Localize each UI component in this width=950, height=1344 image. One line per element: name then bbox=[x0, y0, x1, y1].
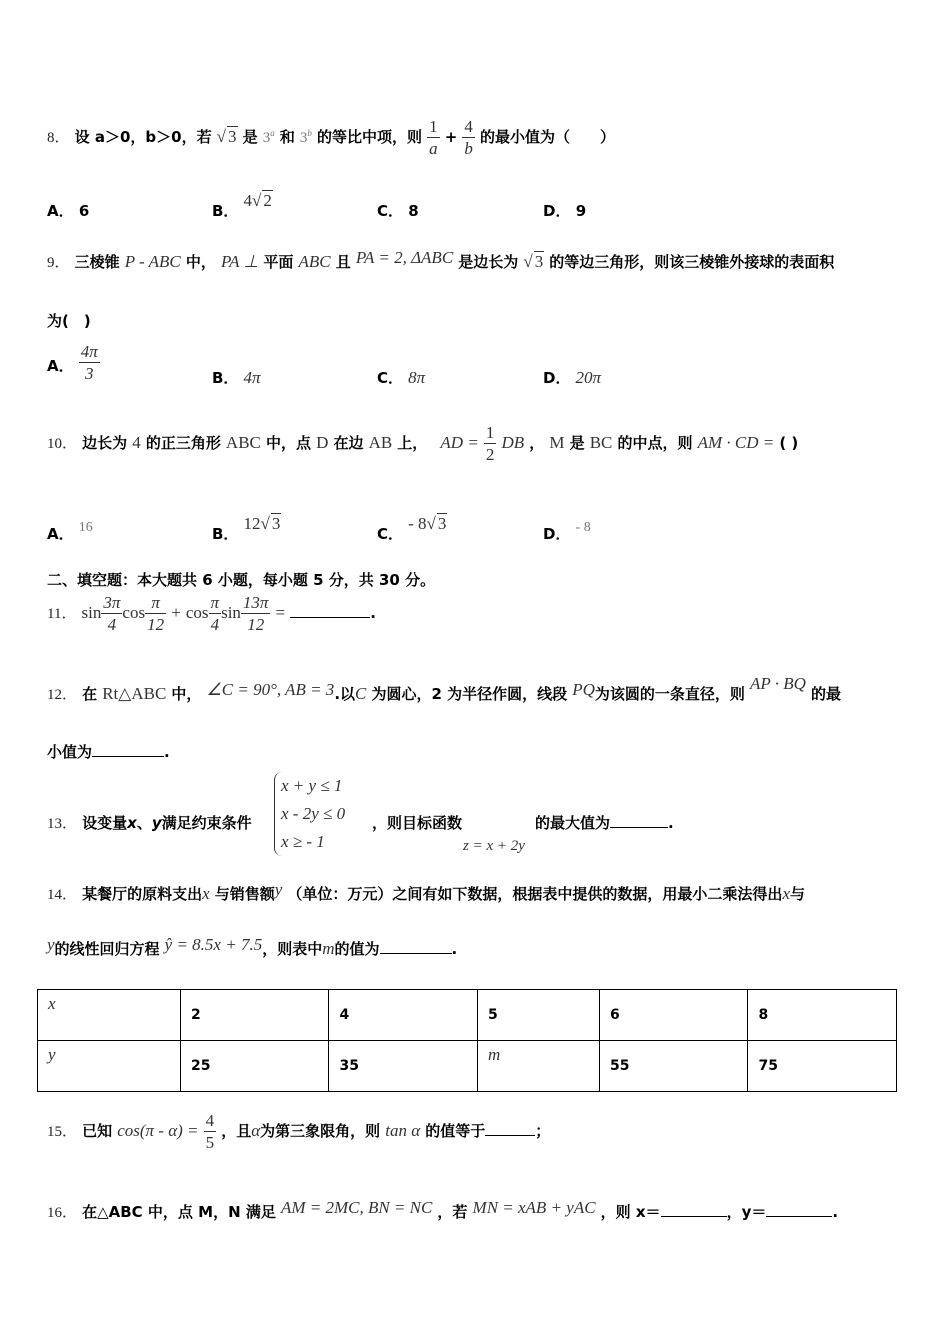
option-value: 6 bbox=[78, 202, 90, 220]
q15-text: ，且 bbox=[221, 1122, 252, 1140]
q13-text: 满足约束条件 bbox=[161, 814, 252, 832]
denominator: 4 bbox=[209, 613, 222, 633]
answer-blank-y[interactable] bbox=[766, 1216, 832, 1217]
q13-text: 、 bbox=[136, 814, 152, 832]
question-number: 14． bbox=[47, 887, 78, 903]
question-number: 13． bbox=[47, 816, 78, 832]
fraction bbox=[145, 594, 166, 633]
denominator: 12 bbox=[147, 615, 165, 634]
data-table bbox=[37, 989, 897, 1092]
q13-tail bbox=[535, 812, 674, 833]
q10-math: M bbox=[549, 433, 565, 452]
table-cell: 35 bbox=[329, 1041, 477, 1092]
option-label: A． bbox=[47, 525, 74, 543]
question-number: 16． bbox=[47, 1205, 78, 1221]
radicand: 3 bbox=[437, 514, 447, 533]
answer-blank[interactable] bbox=[290, 617, 370, 618]
power-3a bbox=[263, 130, 275, 146]
q9-text: 且 bbox=[335, 253, 351, 271]
q8-text: 的等比中项，则 bbox=[317, 128, 423, 146]
option-label: A． bbox=[47, 202, 74, 220]
regression-equation: ŷ = 8.5x + 7.5 bbox=[164, 935, 263, 954]
q14-text: 的线性回归方程 bbox=[54, 940, 160, 958]
q12-text: 为该圆的一条直径，则 bbox=[594, 685, 745, 703]
q10-text: 的正三角形 bbox=[145, 434, 221, 452]
q15-text: 为第三象限角，则 bbox=[260, 1122, 381, 1140]
question-9 bbox=[47, 248, 835, 272]
option-value: 8 bbox=[408, 202, 419, 220]
q8-text: 和 bbox=[279, 128, 295, 146]
q16-text: ，若 bbox=[437, 1203, 468, 1221]
variable-x: x bbox=[782, 884, 790, 903]
equals-sign: = bbox=[275, 603, 286, 622]
option-label: C． bbox=[377, 369, 404, 387]
exponent: a bbox=[270, 128, 275, 138]
question-8 bbox=[47, 118, 615, 157]
q10-text: 是 bbox=[569, 434, 585, 452]
q15-text: 已知 bbox=[82, 1122, 113, 1140]
question-number: 10． bbox=[47, 436, 78, 452]
denominator: a bbox=[429, 139, 438, 158]
q9-option-b[interactable] bbox=[212, 367, 261, 388]
numerator: π bbox=[151, 593, 160, 612]
q13-text: 设变量 bbox=[82, 814, 128, 832]
question-10 bbox=[47, 424, 798, 463]
question-13 bbox=[47, 812, 252, 833]
base: 3 bbox=[299, 130, 308, 146]
table-cell: 6 bbox=[600, 990, 748, 1041]
question-16 bbox=[47, 1198, 839, 1222]
table-cell: 8 bbox=[748, 990, 897, 1041]
numerator: 13π bbox=[242, 593, 269, 612]
numerator: π bbox=[210, 593, 220, 612]
q9-text: 中， bbox=[185, 253, 216, 271]
option-value: 20π bbox=[575, 368, 602, 387]
table-cell: 2 bbox=[181, 990, 329, 1041]
q9-text: 平面 bbox=[263, 253, 294, 271]
q12-math: Rt△ABC bbox=[102, 684, 167, 703]
q9-option-a[interactable] bbox=[47, 343, 100, 382]
question-11 bbox=[47, 594, 376, 633]
option-value: 16 bbox=[78, 520, 93, 535]
variable-x: x bbox=[127, 814, 137, 832]
table-cell: 75 bbox=[748, 1041, 897, 1092]
table-row-label: y bbox=[38, 1041, 181, 1092]
question-12 bbox=[47, 674, 841, 704]
function-name: cos bbox=[122, 603, 146, 622]
coefficient: - 8 bbox=[408, 514, 427, 533]
sqrt-expression: √ 3 bbox=[523, 252, 544, 271]
constraint-system bbox=[274, 772, 345, 856]
q9-math: PA ⊥ bbox=[220, 252, 259, 271]
q9-math: PA = 2, ΔABC bbox=[355, 248, 454, 267]
q10-option-c[interactable] bbox=[377, 513, 447, 543]
q10-math: ABC bbox=[225, 433, 261, 452]
q16-math: MN = xAB + yAC bbox=[472, 1198, 596, 1217]
plus-sign: + bbox=[444, 128, 458, 146]
q16-text: ，则 x＝ bbox=[600, 1203, 661, 1221]
q14-text: （单位：万元）之间有如下数据，根据表中提供的数据，用最小二乘法得出 bbox=[287, 885, 783, 903]
variable-alpha: α bbox=[251, 1121, 261, 1140]
q10-math: AB bbox=[368, 433, 393, 452]
q12-text: 小值为 bbox=[47, 743, 93, 761]
plus-sign: + bbox=[171, 603, 181, 622]
answer-blank[interactable] bbox=[485, 1135, 535, 1136]
q10-math: AD = bbox=[440, 433, 479, 452]
fraction bbox=[101, 594, 122, 633]
q10-option-d[interactable] bbox=[543, 515, 591, 543]
option-fraction bbox=[79, 343, 100, 382]
q10-math: 4 bbox=[132, 433, 141, 452]
q10-text: ， bbox=[529, 434, 545, 452]
option-label: C． bbox=[377, 202, 404, 220]
q8-text: 的最小值为（ ） bbox=[479, 128, 615, 146]
period: . bbox=[370, 604, 376, 622]
q10-text: ( ) bbox=[779, 434, 799, 452]
q10-option-a[interactable] bbox=[47, 515, 93, 543]
q12-text: 为圆心，2 为半径作圆，线段 bbox=[371, 685, 568, 703]
answer-blank-x[interactable] bbox=[661, 1216, 727, 1217]
table-row-label: x bbox=[38, 990, 181, 1041]
radicand: 2 bbox=[263, 191, 272, 210]
function-name: cos bbox=[185, 603, 209, 622]
q16-text: 在△ABC 中，点 M，N 满足 bbox=[82, 1203, 276, 1221]
option-value: - 8 bbox=[575, 520, 591, 535]
q9-option-c[interactable] bbox=[377, 367, 425, 388]
denominator: b bbox=[464, 139, 473, 158]
period: . bbox=[164, 743, 170, 761]
q8-option-a[interactable] bbox=[47, 200, 89, 221]
sqrt-expression: √ 3 bbox=[216, 127, 237, 146]
numerator: 3π bbox=[103, 593, 121, 612]
q10-option-b[interactable] bbox=[212, 513, 281, 543]
q14-text: 与 bbox=[789, 885, 805, 903]
q14-text: 的值为 bbox=[334, 940, 380, 958]
q9-text: 是边长为 bbox=[458, 253, 519, 271]
denominator: 2 bbox=[485, 445, 495, 464]
objective-function: z = x + 2y bbox=[463, 838, 525, 854]
q16-math: AM = 2MC, BN = NC bbox=[280, 1198, 433, 1217]
q8-option-b[interactable] bbox=[212, 190, 273, 220]
q14-text: 与销售额 bbox=[214, 885, 275, 903]
q10-math: D bbox=[316, 433, 329, 452]
q8-option-c[interactable] bbox=[377, 200, 419, 221]
q12-math: C bbox=[355, 684, 367, 703]
denominator: 4 bbox=[101, 613, 122, 633]
fraction bbox=[209, 594, 222, 633]
radicand: 3 bbox=[534, 252, 544, 271]
option-label: B． bbox=[212, 202, 239, 220]
q14-text: ，则表中 bbox=[262, 940, 323, 958]
constraint: x ≥ - 1 bbox=[281, 832, 325, 851]
question-number: 12． bbox=[47, 687, 78, 703]
table-row bbox=[38, 990, 897, 1041]
option-label: B． bbox=[212, 369, 239, 387]
table-cell: 5 bbox=[477, 990, 599, 1041]
question-number: 11． bbox=[47, 606, 77, 622]
q12-text: .以 bbox=[334, 685, 356, 703]
period: . bbox=[451, 940, 458, 958]
period: . bbox=[832, 1203, 839, 1221]
fraction-4-over-b bbox=[462, 118, 475, 157]
q8-text: 设 a＞0，b＞0，若 bbox=[74, 128, 212, 146]
table-cell: 55 bbox=[600, 1041, 748, 1092]
constraint: x - 2y ≤ 0 bbox=[281, 804, 346, 823]
q12-text: 中， bbox=[171, 685, 202, 703]
table-cell: m bbox=[477, 1041, 599, 1092]
q10-text: 在边 bbox=[333, 434, 364, 452]
variable-m: m bbox=[322, 939, 335, 958]
q10-math: BC bbox=[589, 433, 613, 452]
denominator: 5 bbox=[205, 1133, 215, 1152]
option-label: D． bbox=[543, 525, 571, 543]
option-value: 9 bbox=[575, 202, 587, 220]
question-number: 15． bbox=[47, 1124, 78, 1140]
q10-math: DB bbox=[501, 433, 525, 452]
fraction-four-fifths bbox=[204, 1112, 217, 1151]
answer-blank[interactable] bbox=[380, 953, 452, 954]
power-3b bbox=[300, 130, 312, 146]
q15-text: 的值等于 bbox=[425, 1122, 486, 1140]
q12-math: PQ bbox=[572, 680, 595, 699]
variable-x: x bbox=[202, 884, 210, 903]
q10-text: 上， bbox=[397, 434, 428, 452]
q9-math: ABC bbox=[298, 252, 331, 271]
table-cell: 25 bbox=[181, 1041, 329, 1092]
q16-text: ，y＝ bbox=[726, 1203, 767, 1221]
q14-line2 bbox=[47, 935, 458, 959]
exponent: b bbox=[307, 128, 312, 138]
q10-math: AM · CD = bbox=[697, 433, 775, 452]
q12-text: 在 bbox=[82, 685, 98, 703]
option-value: 4π bbox=[243, 368, 261, 387]
numerator: 4π bbox=[80, 342, 98, 361]
variable-y: y bbox=[47, 935, 55, 954]
numerator: 1 bbox=[429, 117, 438, 136]
denominator: 3 bbox=[79, 362, 100, 382]
radicand: 3 bbox=[228, 127, 237, 146]
q9-option-d[interactable] bbox=[543, 367, 601, 388]
option-value: 8π bbox=[408, 368, 426, 387]
option-value: 12√ 3 bbox=[243, 514, 281, 533]
option-label: D． bbox=[543, 202, 571, 220]
q9-text: 三棱锥 bbox=[74, 253, 120, 271]
q9-text: 的等边三角形，则该三棱锥外接球的表面积 bbox=[549, 253, 835, 271]
q15-math: tan α bbox=[385, 1121, 421, 1140]
table-row bbox=[38, 1041, 897, 1092]
q12-line2 bbox=[47, 741, 170, 762]
q13-text: 的最大值为 bbox=[535, 814, 611, 832]
q10-text: 中，点 bbox=[265, 434, 311, 452]
fraction-one-half bbox=[484, 424, 497, 463]
vector-dot-product: AP · BQ bbox=[750, 674, 806, 693]
q8-text: 是 bbox=[242, 128, 258, 146]
semicolon: ； bbox=[535, 1122, 551, 1140]
constraint: x + y ≤ 1 bbox=[281, 776, 343, 795]
question-number: 9． bbox=[47, 255, 70, 271]
q9-text-line2: 为( ) bbox=[47, 312, 91, 330]
numerator: 4 bbox=[205, 1111, 215, 1130]
option-label: C． bbox=[377, 525, 404, 543]
q10-text: 边长为 bbox=[82, 434, 128, 452]
q12-text: 的最 bbox=[810, 685, 841, 703]
denominator: 12 bbox=[241, 613, 271, 633]
q14-text: 某餐厅的原料支出 bbox=[82, 885, 203, 903]
numerator: 4 bbox=[464, 117, 473, 136]
question-14 bbox=[47, 880, 805, 904]
function-name: sin bbox=[81, 603, 102, 622]
radicand: 3 bbox=[271, 514, 281, 533]
q8-option-d[interactable] bbox=[543, 200, 586, 221]
option-label: A． bbox=[47, 357, 74, 375]
base: 3 bbox=[262, 130, 271, 146]
q15-math: cos(π - α) = bbox=[117, 1121, 199, 1140]
answer-blank[interactable] bbox=[610, 827, 668, 828]
question-15 bbox=[47, 1112, 550, 1151]
option-label: B． bbox=[212, 525, 239, 543]
q10-text: 的中点，则 bbox=[617, 434, 693, 452]
coefficient: 4 bbox=[243, 191, 253, 210]
table-cell: 4 bbox=[329, 990, 477, 1041]
q9-math: P - ABC bbox=[124, 252, 181, 271]
question-number: 8． bbox=[47, 130, 70, 146]
option-value: 4√ 2 bbox=[243, 191, 272, 210]
function-name: sin bbox=[221, 603, 241, 622]
option-label: D． bbox=[543, 369, 571, 387]
numerator: 1 bbox=[485, 423, 495, 442]
q13-text: ，则目标函数 bbox=[372, 814, 463, 832]
variable-y: y bbox=[274, 880, 283, 899]
fraction bbox=[241, 594, 271, 633]
period: . bbox=[668, 814, 674, 832]
section-heading: 二、填空题：本大题共 6 小题，每小题 5 分，共 30 分。 bbox=[47, 571, 436, 589]
coefficient: 12 bbox=[243, 514, 261, 533]
variable-y: y bbox=[151, 814, 162, 832]
fraction-1-over-a bbox=[427, 118, 440, 157]
q12-math: ∠C = 90°, AB = 3 bbox=[206, 680, 335, 699]
option-value: - 8√ 3 bbox=[408, 514, 447, 533]
answer-blank[interactable] bbox=[92, 756, 164, 757]
